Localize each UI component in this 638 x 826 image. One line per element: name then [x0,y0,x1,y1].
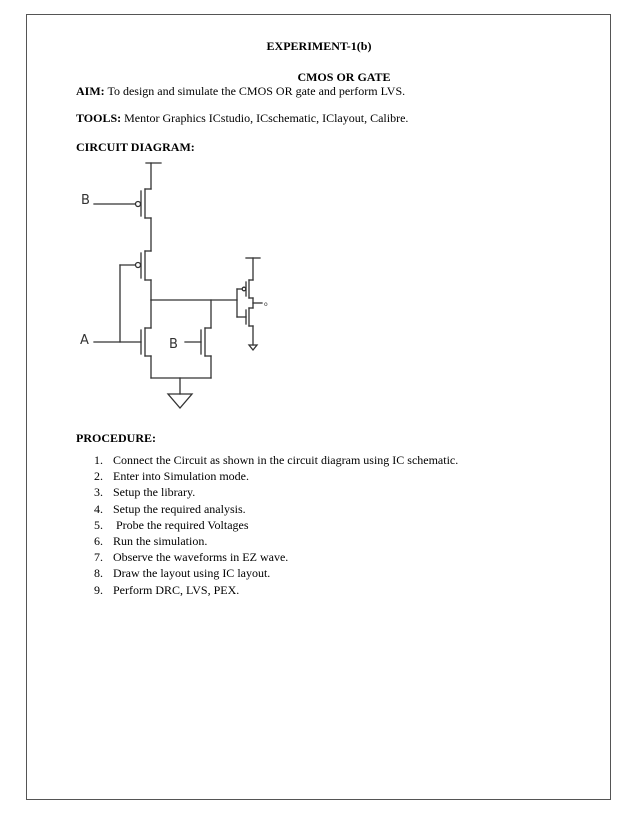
circuit-label-b-top: B [81,193,90,208]
tools-label: TOOLS: [76,111,122,125]
procedure-step: 6. Run the simulation. [94,534,208,549]
procedure-step: 3. Setup the library. [94,485,196,500]
ground-icon [168,394,192,408]
aim-line [76,84,405,98]
aim-label: AIM: [76,84,105,98]
aim-text: To design and simulate the CMOS OR gate and perform LVS. [104,84,406,98]
procedure-step: 7. Observe the waveforms in EZ wave. [94,550,289,565]
circuit-label-a: A [80,333,89,348]
cmos-or-gate-circuit [70,158,290,416]
tools-text: Mentor Graphics ICstudio, ICschematic, IClayout, Calibre. [121,111,409,125]
procedure-step: 9. Perform DRC, LVS, PEX. [94,582,240,597]
procedure-step: 5. Probe the required Voltages [94,517,249,532]
circuit-diagram-heading: CIRCUIT DIAGRAM: [76,140,195,154]
inv-pmos-bubble [242,287,246,291]
procedure-step: 1. Connect the Circuit as shown in the circuit diagram using IC schematic. [94,453,459,467]
inv-ground-icon [249,345,257,350]
procedure-steps [76,452,458,598]
tools-line [76,111,408,125]
document-subtitle: CMOS OR GATE [297,70,391,84]
procedure-heading: PROCEDURE: [76,431,156,445]
circuit-label-b-bottom: B [169,337,178,352]
pmos-b-bubble [136,202,141,207]
procedure-step: 2. Enter into Simulation mode. [94,469,249,484]
procedure-step: 8. Draw the layout using IC layout. [94,566,271,581]
circuit-label-output: o [264,301,268,308]
procedure-step: 4. Setup the required analysis. [94,501,246,516]
pmos-a-bubble [136,263,141,268]
document-title: EXPERIMENT-1(b) [266,39,372,53]
